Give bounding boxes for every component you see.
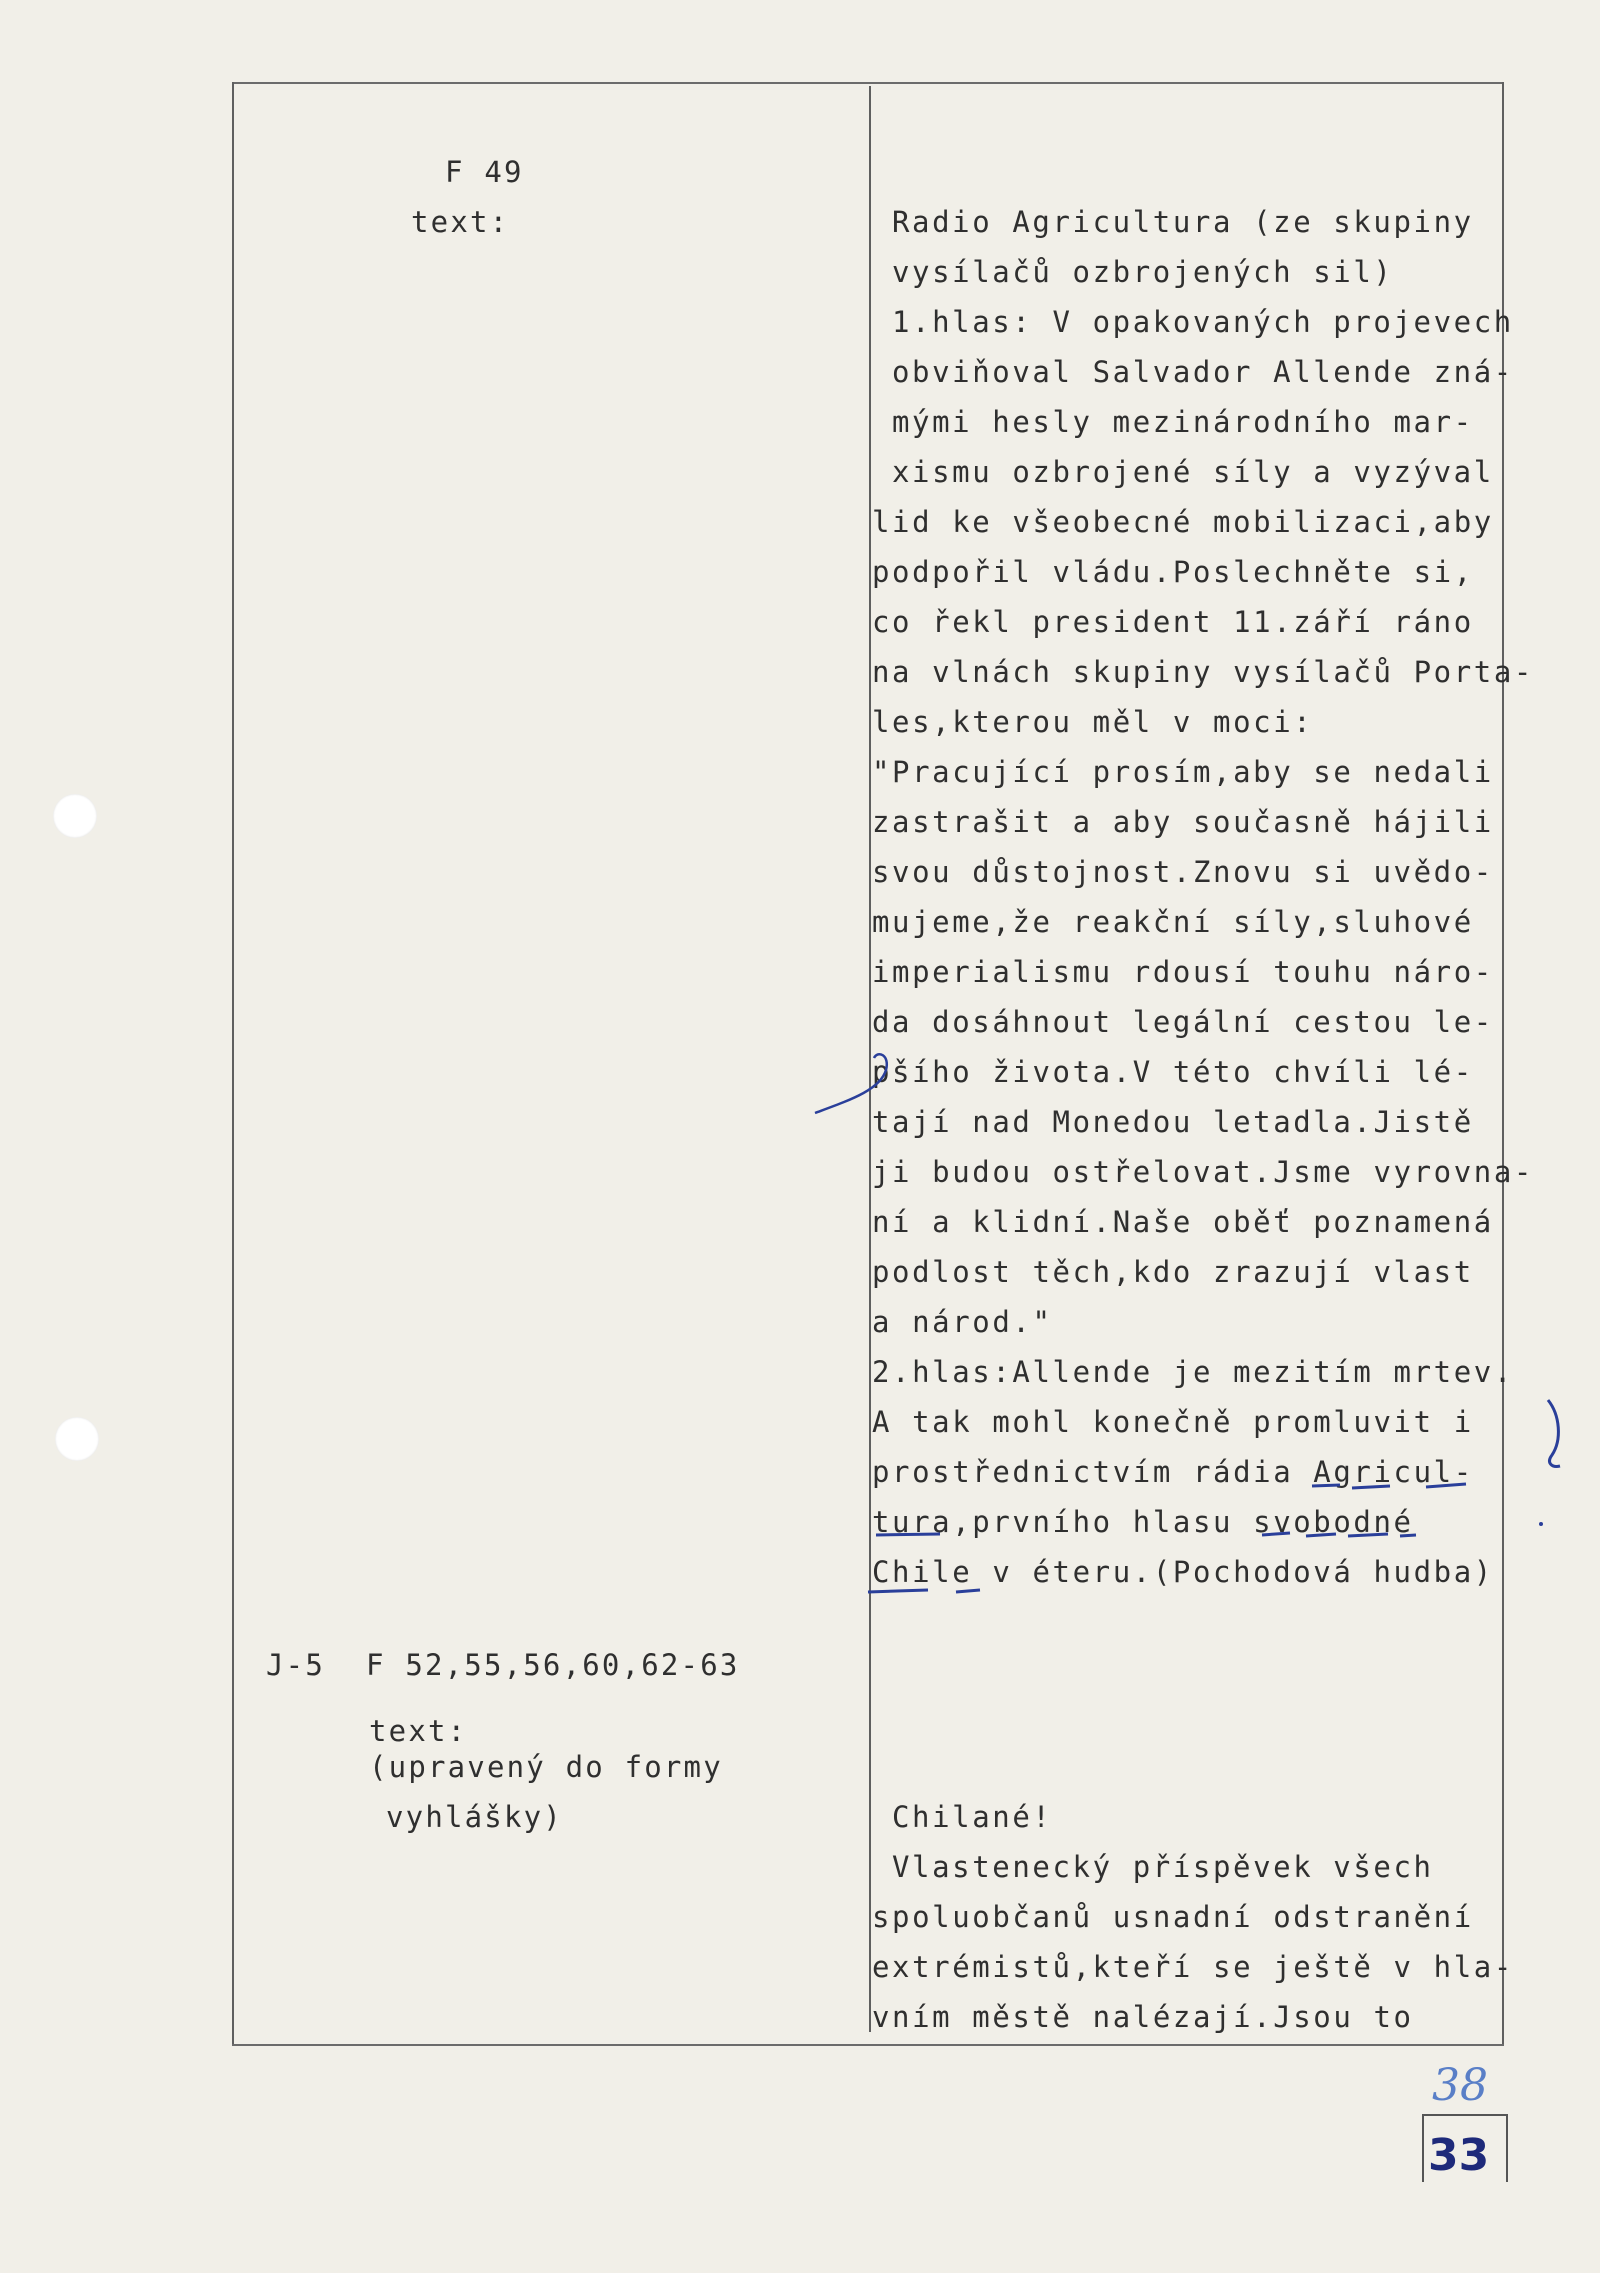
text-line: vním městě nalézají.Jsou to — [872, 2000, 1414, 2034]
pen-mark-stroke — [815, 1054, 887, 1113]
text-line: imperialismu rdousí touhu náro- — [872, 955, 1494, 989]
text-line: spoluobčanů usnadní odstranění — [872, 1900, 1474, 1934]
text-line: mými hesly mezinárodního mar- — [892, 405, 1474, 439]
text-line: les,kterou měl v moci: — [872, 705, 1314, 739]
text-line: A tak mohl konečně promluvit i — [872, 1405, 1474, 1439]
text-line: Chilané! — [892, 1800, 1053, 1834]
pen-bracket-mark — [1548, 1400, 1560, 1466]
text-line: Radio Agricultura (ze skupiny — [892, 205, 1474, 239]
entry-note-line-2: vyhlášky) — [386, 1800, 563, 1834]
entry-code-f49: F 49 — [445, 155, 524, 189]
text-line: ní a klidní.Naše oběť poznamená — [872, 1205, 1494, 1239]
text-line: co řekl president 11.září ráno — [872, 605, 1474, 639]
text-line: pšího života.V této chvíli lé- — [872, 1055, 1474, 1089]
underline-tura-svobodne — [876, 1533, 1416, 1536]
entry-note-line-1: (upravený do formy — [369, 1750, 723, 1784]
text-line: extrémistů,kteří se ještě v hla- — [872, 1950, 1514, 1984]
text-line: zastrašit a aby současně hájili — [872, 805, 1494, 839]
underline-agricul — [1312, 1484, 1466, 1488]
text-line: prostřednictvím rádia Agricul- — [872, 1455, 1474, 1489]
text-line: xismu ozbrojené síly a vyzýval — [892, 455, 1494, 489]
entry-label-text: text: — [411, 205, 510, 239]
text-line: a národ." — [872, 1305, 1053, 1339]
underline-chile — [868, 1590, 980, 1592]
text-line: ji budou ostřelovat.Jsme vyrovna- — [872, 1155, 1534, 1189]
text-line: na vlnách skupiny vysílačů Porta- — [872, 655, 1534, 689]
text-line: obviňoval Salvador Allende zná- — [892, 355, 1514, 389]
text-line: mujeme,že reakční síly,sluhové — [872, 905, 1474, 939]
pen-dot — [1539, 1522, 1543, 1526]
text-line: podpořil vládu.Poslechněte si, — [872, 555, 1474, 589]
entry-code-f52: F 52,55,56,60,62-63 — [366, 1648, 740, 1682]
text-line: 2.hlas:Allende je mezitím mrtev. — [872, 1355, 1514, 1389]
text-line: Chile v éteru.(Pochodová hudba) — [872, 1555, 1494, 1589]
text-line: "Pracující prosím,aby se nedali — [872, 755, 1494, 789]
text-line: 1.hlas: V opakovaných projevech — [892, 305, 1514, 339]
text-line: tají nad Monedou letadla.Jistě — [872, 1105, 1474, 1139]
entry-prefix-j5: J-5 — [266, 1648, 325, 1682]
text-line: podlost těch,kdo zrazují vlast — [872, 1255, 1474, 1289]
text-line: da dosáhnout legální cestou le- — [872, 1005, 1494, 1039]
text-line: lid ke všeobecné mobilizaci,aby — [872, 505, 1494, 539]
page-number-stamped: 33 — [1428, 2130, 1490, 2181]
text-line: tura,prvního hlasu svobodné — [872, 1505, 1414, 1539]
text-line: vysílačů ozbrojených sil) — [892, 255, 1394, 289]
entry-label-text-2: text: — [369, 1714, 468, 1748]
text-line: svou důstojnost.Znovu si uvědo- — [872, 855, 1494, 889]
page-number-handwritten: 38 — [1432, 2060, 1488, 2111]
text-line: Vlastenecký příspěvek všech — [892, 1850, 1434, 1884]
